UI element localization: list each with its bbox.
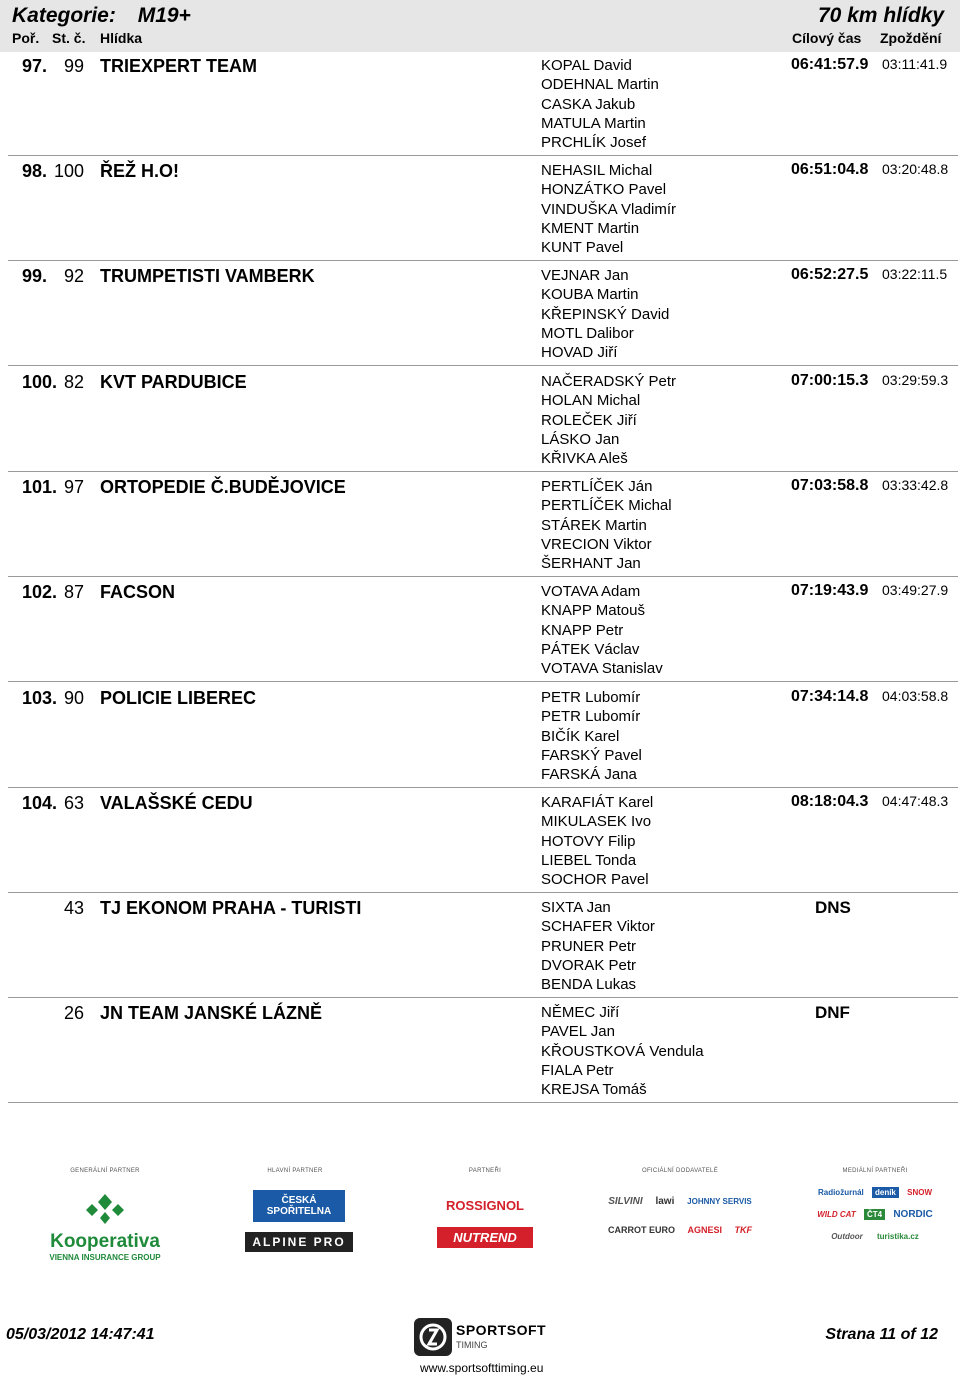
team-rank: 101.	[22, 477, 58, 497]
sportsoft-sub: TIMING	[456, 1340, 488, 1350]
start-number: 87	[63, 582, 84, 602]
start-number: 97	[63, 477, 84, 497]
outdoor-logo: Outdoor	[831, 1232, 863, 1241]
delay-time: 04:03:58.8	[882, 688, 949, 704]
team-name: VALAŠSKÉ CEDU	[100, 793, 253, 813]
member-name: KNAPP Matouš	[541, 602, 645, 620]
media-row1	[795, 1188, 955, 1197]
partners	[410, 1168, 560, 1248]
team-members	[541, 582, 663, 678]
media-row3	[795, 1232, 955, 1241]
ceska-sporitelna-logo: ČESKÁ SPOŘITELNA	[253, 1190, 345, 1222]
row-divider	[8, 1102, 958, 1103]
page-of: of	[900, 1326, 916, 1343]
kooperativa-logo: Kooperativa	[50, 1231, 160, 1252]
carrot-euro-logo: CARROT EURO	[607, 1225, 675, 1235]
result-status: DNS	[815, 898, 851, 917]
main-partner-heading: HLAVNÍ PARTNER	[267, 1168, 323, 1174]
delay-time: 04:47:48.3	[882, 793, 949, 809]
row-divider	[8, 471, 958, 472]
member-name: KOUBA Martin	[541, 286, 639, 304]
start-number: 82	[63, 372, 84, 392]
sportsoft-wordmark: SPORTSOFT	[456, 1322, 547, 1338]
results-header	[0, 0, 960, 52]
member-name: KUNT Pavel	[541, 239, 624, 257]
member-name: HOLAN Michal	[541, 392, 641, 410]
finish-time: 07:03:58.8	[791, 477, 869, 494]
team-members	[541, 1003, 704, 1099]
member-name: STÁREK Martin	[541, 516, 647, 534]
member-name: VOTAVA Adam	[541, 583, 641, 600]
member-name: SCHAFER Viktor	[541, 918, 655, 936]
row-divider	[8, 260, 958, 261]
team-rank: 97.	[22, 56, 48, 76]
member-name: SOCHOR Pavel	[541, 871, 649, 889]
vig-tagline: VIENNA INSURANCE GROUP	[49, 1253, 161, 1262]
silvini-logo: SILVINI	[608, 1196, 643, 1207]
delay-time: 03:11:41.9	[882, 56, 948, 72]
member-name: ŠERHANT Jan	[541, 555, 641, 573]
member-name: VEJNAR Jan	[541, 267, 629, 284]
member-name: ODEHNAL Martin	[541, 76, 659, 94]
official-suppliers-heading: OFICIÁLNÍ DODAVATELÉ	[641, 1168, 718, 1174]
distance-title: 70 km hlídky	[817, 4, 944, 27]
category-label: Kategorie:	[12, 4, 116, 27]
finish-time: 07:34:14.8	[791, 688, 869, 705]
finish-time: 07:19:43.9	[791, 582, 869, 599]
start-number: 43	[63, 898, 84, 918]
team-name: KVT PARDUBICE	[100, 372, 247, 392]
team-rank: 104.	[22, 793, 58, 813]
member-name: FARSKÁ Jana	[541, 766, 637, 784]
start-number: 90	[63, 688, 84, 708]
start-number: 99	[63, 56, 84, 76]
row-divider	[8, 787, 958, 788]
member-name: VRECION Viktor	[541, 535, 652, 553]
page-indicator	[825, 1326, 938, 1344]
johnny-servis-logo: JOHNNY SERVIS	[687, 1197, 752, 1206]
ct4-logo: ČT4	[864, 1209, 885, 1220]
col-time-header: Cílový čas	[792, 30, 862, 46]
finish-time: 06:51:04.8	[791, 161, 869, 178]
member-name: KŘEPINSKÝ David	[541, 305, 670, 323]
member-name: HOVAD Jiří	[541, 344, 618, 362]
member-name: FARSKÝ Pavel	[541, 746, 642, 764]
member-name: PRUNER Petr	[541, 937, 637, 955]
turistika-logo: turistika.cz	[876, 1232, 919, 1241]
print-datetime: 05/03/2012 14:47:41	[6, 1326, 155, 1343]
wild-cat-logo: WILD CAT	[817, 1210, 856, 1219]
row-divider	[8, 997, 958, 998]
finish-time: 06:41:57.9	[791, 56, 869, 73]
col-start-header: St. č.	[52, 30, 86, 46]
team-members	[541, 161, 676, 257]
radiozurnal-logo: Radiožurnál	[817, 1188, 864, 1197]
member-name: BIČÍK Karel	[541, 727, 620, 745]
team-name: TJ EKONOM PRAHA - TURISTI	[100, 898, 362, 918]
start-number: 100	[53, 161, 84, 181]
member-name: MIKULASEK Ivo	[541, 813, 652, 831]
partners-heading: PARTNEŘI	[468, 1168, 502, 1174]
member-name: NEHASIL Michal	[541, 162, 653, 179]
row-divider	[8, 155, 958, 156]
member-name: NAČERADSKÝ Petr	[541, 373, 677, 390]
delay-time: 03:29:59.3	[882, 372, 949, 388]
sportsoft-url: www.sportsofttiming.eu	[420, 1361, 544, 1375]
nordic-logo: NORDIC	[893, 1209, 933, 1220]
team-rank: 99.	[22, 266, 48, 286]
team-name: JN TEAM JANSKÉ LÁZNĚ	[100, 1003, 323, 1023]
member-name: VOTAVA Stanislav	[541, 660, 663, 678]
media-row2	[795, 1209, 955, 1220]
finish-time: 07:00:15.3	[791, 372, 869, 389]
team-members	[541, 793, 653, 889]
member-name: HONZÁTKO Pavel	[541, 181, 667, 199]
team-rank: 100.	[22, 372, 58, 392]
team-rank: 98.	[22, 161, 48, 181]
team-name: FACSON	[100, 582, 176, 602]
member-name: LIEBEL Tonda	[541, 851, 637, 869]
start-number: 63	[63, 793, 84, 813]
member-name: MOTL Dalibor	[541, 324, 634, 342]
delay-time: 03:20:48.8	[882, 161, 949, 177]
team-name: TRUMPETISTI VAMBERK	[100, 266, 315, 286]
team-members	[541, 898, 655, 994]
kooperativa-logo-icon	[82, 1192, 128, 1226]
member-name: KŘIVKA Aleš	[541, 450, 628, 468]
main-partner	[220, 1168, 370, 1252]
col-delay-header: Zpoždění	[880, 30, 942, 46]
col-rank-header: Poř.	[12, 30, 40, 46]
member-name: SIXTA Jan	[541, 899, 611, 916]
col-team-header: Hlídka	[100, 30, 143, 46]
official-suppliers-row2	[590, 1225, 770, 1235]
media-partners	[795, 1168, 955, 1241]
page-total: 12	[920, 1326, 938, 1343]
sponsor-bar	[30, 1168, 960, 1268]
member-name: KMENT Martin	[541, 219, 640, 237]
team-name: ORTOPEDIE Č.BUDĚJOVICE	[100, 477, 346, 497]
team-rank: 103.	[22, 688, 58, 708]
start-number: 92	[63, 266, 84, 286]
category-value: M19+	[137, 4, 191, 27]
rossignol-logo: ROSSIGNOL	[445, 1198, 524, 1213]
agnesi-logo: AGNESI	[687, 1225, 722, 1235]
delay-time: 03:22:11.5	[882, 266, 948, 282]
member-name: KARAFIÁT Karel	[541, 794, 654, 811]
denik-logo: deník	[872, 1187, 899, 1198]
member-name: CASKA Jakub	[541, 95, 636, 113]
team-members	[541, 372, 676, 468]
member-name: KOPAL David	[541, 57, 632, 74]
row-divider	[8, 892, 958, 893]
member-name: PÁTEK Václav	[541, 640, 640, 658]
delay-time: 03:49:27.9	[882, 582, 949, 598]
member-name: KŘOUSTKOVÁ Vendula	[541, 1042, 704, 1060]
team-members	[541, 266, 669, 362]
member-name: PERTLÍČEK Michal	[541, 497, 672, 515]
team-rank: 102.	[22, 582, 58, 602]
finish-time: 06:52:27.5	[791, 266, 869, 283]
team-members	[541, 688, 642, 784]
result-status: DNF	[815, 1003, 850, 1022]
delay-time: 03:33:42.8	[882, 477, 949, 493]
team-members	[541, 477, 672, 573]
snow-logo: SNOW	[907, 1188, 933, 1197]
team-name: POLICIE LIBEREC	[100, 688, 257, 708]
team-name: TRIEXPERT TEAM	[100, 56, 258, 76]
member-name: BENDA Lukas	[541, 976, 637, 994]
media-partners-heading: MEDIÁLNÍ PARTNEŘI	[842, 1168, 908, 1174]
tkf-logo: TKF	[734, 1225, 753, 1235]
team-members	[541, 56, 659, 152]
member-name: KREJSA Tomáš	[541, 1081, 647, 1099]
member-name: PRCHLÍK Josef	[541, 134, 647, 152]
page-prefix: Strana	[825, 1326, 876, 1343]
row-divider	[8, 576, 958, 577]
page-number: 11	[879, 1326, 897, 1343]
member-name: KNAPP Petr	[541, 621, 624, 639]
lawi-logo: lawi	[655, 1196, 675, 1207]
finish-time: 08:18:04.3	[791, 793, 869, 810]
general-partner	[30, 1168, 180, 1262]
member-name: PETR Lubomír	[541, 708, 641, 726]
nutrend-logo: NUTREND	[437, 1227, 533, 1248]
team-name: ŘEŽ H.O!	[100, 161, 179, 181]
member-name: MATULA Martin	[541, 114, 646, 132]
member-name: FIALA Petr	[541, 1061, 614, 1079]
alpine-pro-logo: ALPINE PRO	[245, 1232, 353, 1252]
start-number: 26	[63, 1003, 84, 1023]
member-name: DVORAK Petr	[541, 956, 637, 974]
member-name: VINDUŠKA Vladimír	[541, 200, 677, 218]
official-suppliers-row1	[590, 1196, 770, 1207]
member-name: LÁSKO Jan	[541, 430, 620, 448]
member-name: PAVEL Jan	[541, 1023, 615, 1041]
member-name: PETR Lubomír	[541, 689, 641, 706]
member-name: ROLEČEK Jiří	[541, 411, 637, 429]
member-name: NĚMEC Jiří	[541, 1004, 620, 1021]
category-title	[12, 4, 191, 28]
member-name: PERTLÍČEK Ján	[541, 478, 653, 495]
member-name: HOTOVY Filip	[541, 832, 636, 850]
general-partner-heading: GENERÁLNÍ PARTNER	[70, 1168, 140, 1174]
official-suppliers	[590, 1168, 770, 1235]
row-divider	[8, 365, 958, 366]
row-divider	[8, 681, 958, 682]
